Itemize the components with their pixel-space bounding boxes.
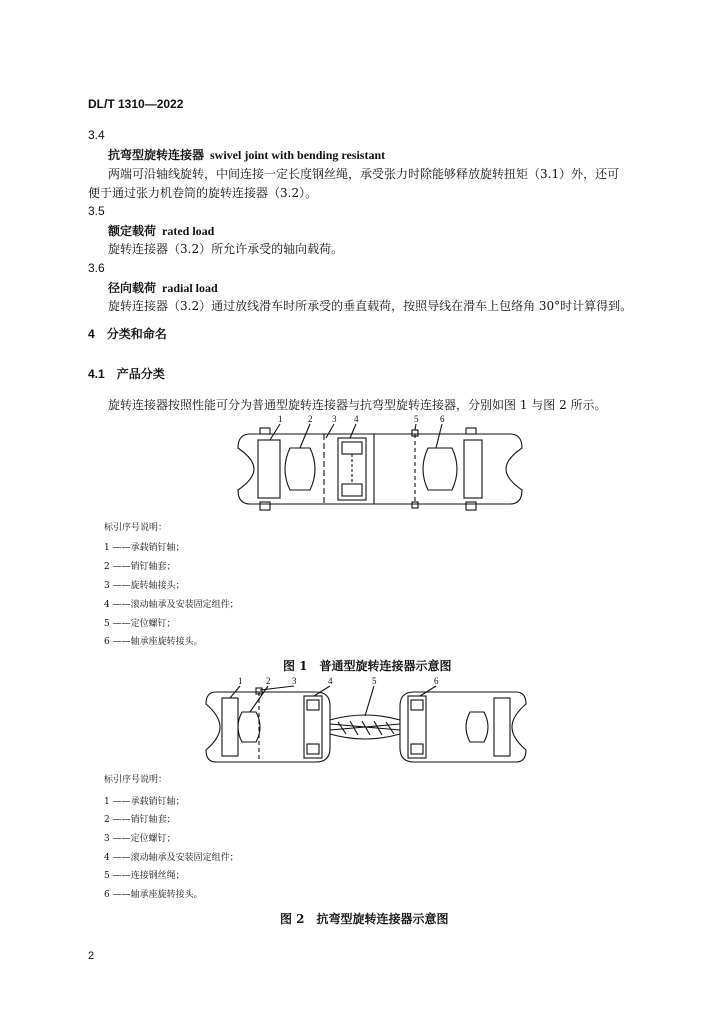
document-header: DL/T 1310—2022 (88, 97, 184, 111)
page-number: 2 (88, 950, 95, 962)
fig2-callout-3: 3 (292, 676, 297, 686)
fig1-callout-6: 6 (440, 414, 445, 424)
section-4-1-heading (88, 365, 165, 382)
fig2-key-item: 6 ——轴承座旋转接头。 (104, 890, 203, 900)
section-number: 4 (88, 327, 95, 341)
term-en: rated load (162, 224, 215, 238)
clause-number-3-5: 3.5 (88, 204, 105, 218)
fig2-callout-5: 5 (372, 676, 377, 686)
fig1-key-item: 3 ——旋转轴接头； (104, 581, 185, 591)
term-cn: 抗弯型旋转连接器 (108, 148, 205, 162)
fig1-key-title: 标引序号说明： (104, 523, 168, 533)
definition-3-6: 旋转连接器（3.2）通过放线滑车时所承受的垂直载荷，按照导线在滑车上包络角 30°时计算得到。 (108, 299, 633, 313)
fig1-callout-4: 4 (354, 414, 359, 424)
fig1-key-item: 1 ——承载销钉轴； (104, 543, 185, 553)
fig2-callout-4: 4 (328, 676, 333, 686)
figure-1-drawing (230, 412, 530, 524)
fig2-callout-6: 6 (434, 676, 439, 686)
definition-3-4-line2: 便于通过张力机卷筒的旋转连接器（3.2）。 (88, 186, 318, 200)
definition-3-5: 旋转连接器（3.2）所允许承受的轴向载荷。 (108, 242, 344, 256)
section-title: 分类和命名 (106, 327, 167, 341)
term-en: swivel joint with bending resistant (210, 148, 386, 162)
fig1-key-item: 2 ——销钉轴套； (104, 562, 176, 572)
figure-1-caption: 图 1 普通型旋转连接器示意图 (283, 659, 452, 673)
fig1-callout-5: 5 (414, 414, 419, 424)
section-number: 4.1 (88, 367, 105, 381)
fig1-callout-3: 3 (332, 414, 337, 424)
section-4-heading (88, 325, 167, 342)
term-3-6 (108, 279, 218, 296)
figure-2-caption: 图 2 抗弯型旋转连接器示意图 (280, 912, 449, 926)
term-en: radial load (162, 281, 218, 295)
clause-number-3-6: 3.6 (88, 261, 105, 275)
classification-paragraph: 旋转连接器按照性能可分为普通型旋转连接器与抗弯型旋转连接器，分别如图 1 与图 2 所示。 (108, 398, 607, 412)
fig1-key-item: 5 ——定位螺钉； (104, 619, 176, 629)
figure-2-drawing (200, 676, 535, 776)
fig2-key-item: 2 ——销钉轴套； (104, 815, 176, 825)
fig1-callout-1: 1 (278, 414, 283, 424)
section-title: 产品分类 (116, 367, 165, 381)
fig1-key-item: 6 ——轴承座旋转接头。 (104, 637, 203, 647)
fig1-callout-2: 2 (308, 414, 313, 424)
clause-number-3-4: 3.4 (88, 128, 105, 142)
fig2-key-item: 3 ——定位螺钉； (104, 834, 176, 844)
term-cn: 径向载荷 (108, 281, 157, 295)
definition-3-4-line1: 两端可沿轴线旋转，中间连接一定长度钢丝绳，承受张力时除能够释放旋转扭矩（3.1）外，还可 (108, 167, 620, 181)
fig2-key-title: 标引序号说明： (104, 775, 168, 785)
term-cn: 额定载荷 (108, 224, 157, 238)
term-3-4 (108, 146, 385, 163)
fig2-callout-1: 1 (238, 676, 243, 686)
fig1-key-item: 4 ——滚动轴承及安装固定组件； (104, 600, 239, 610)
fig2-key-item: 1 ——承载销钉轴； (104, 797, 185, 807)
fig2-key-item: 4 ——滚动轴承及安装固定组件； (104, 853, 239, 863)
fig2-key-item: 5 ——连接钢丝绳； (104, 871, 185, 881)
term-3-5 (108, 222, 214, 239)
fig2-callout-2: 2 (266, 676, 271, 686)
